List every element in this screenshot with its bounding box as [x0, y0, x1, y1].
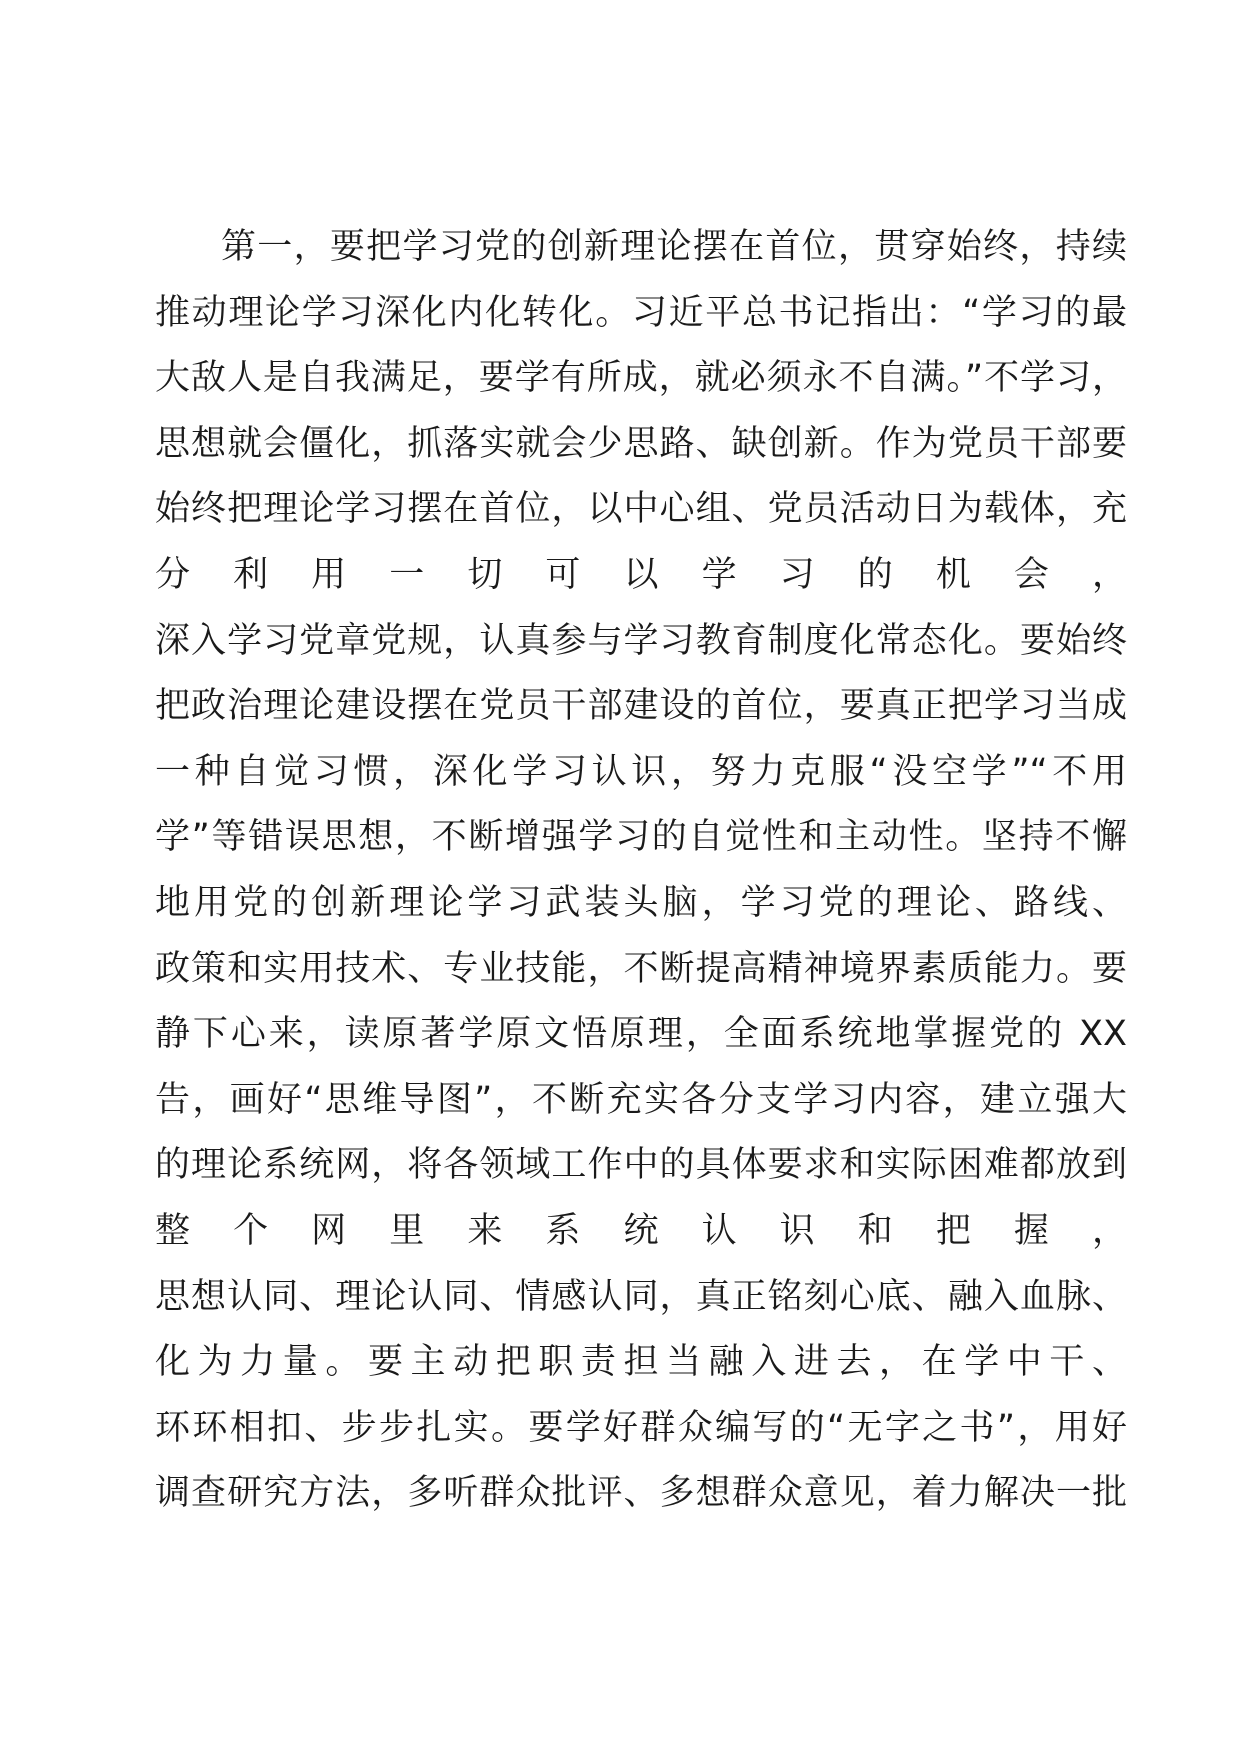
- paragraph-line: 始终把理论学习摆在首位，以中心组、党员活动日为载体，充: [155, 489, 1127, 530]
- paragraph-line: 深入学习党章党规，认真参与学习教育制度化常态化。要始终: [155, 620, 1127, 661]
- body-paragraph: [155, 215, 1127, 1527]
- paragraph-line: 把政治理论建设摆在党员干部建设的首位，要真正把学习当成: [155, 686, 1127, 727]
- paragraph-line: 地用党的创新理论学习武装头脑，学习党的理论、路线、: [155, 882, 1127, 923]
- paragraph-line: 静下心来，读原著学原文悟原理，全面系统地掌握党的 XX: [155, 1014, 1127, 1055]
- paragraph-line: 化为力量。要主动把职责担当融入进去，在学中干、: [155, 1342, 1127, 1383]
- paragraph-line: 第一，要把学习党的创新理论摆在首位，贯穿始终，持续: [221, 227, 1127, 267]
- paragraph-line: 学”等错误思想，不断增强学习的自觉性和主动性。坚持不懈: [155, 817, 1127, 858]
- paragraph-line: 一种自觉习惯，深化学习认识，努力克服“没空学”“不用: [155, 751, 1127, 792]
- paragraph-line: 整个网里来系统认识和把握，: [155, 1210, 1127, 1251]
- paragraph-line: 环环相扣、步步扎实。要学好群众编写的“无字之书”，用好: [155, 1407, 1127, 1448]
- paragraph-line: 分利用一切可以学习的机会，: [155, 554, 1127, 595]
- paragraph-line: 告，画好“思维导图”，不断充实各分支学习内容，建立强大: [155, 1079, 1127, 1120]
- paragraph-line: 的理论系统网，将各领域工作中的具体要求和实际困难都放到: [155, 1145, 1127, 1186]
- paragraph-line: 政策和实用技术、专业技能，不断提高精神境界素质能力。要: [155, 948, 1127, 989]
- paragraph-line: 思想就会僵化，抓落实就会少思路、缺创新。作为党员干部要: [155, 423, 1127, 464]
- paragraph-line: 调查研究方法，多听群众批评、多想群众意见，着力解决一批: [155, 1473, 1127, 1514]
- paragraph-line: 思想认同、理论认同、情感认同，真正铭刻心底、融入血脉、: [155, 1276, 1127, 1317]
- paragraph-line: 大敌人是自我满足，要学有所成，就必须永不自满。”不学习，: [155, 358, 1127, 399]
- paragraph-line: 推动理论学习深化内化转化。习近平总书记指出：“学习的最: [155, 292, 1127, 333]
